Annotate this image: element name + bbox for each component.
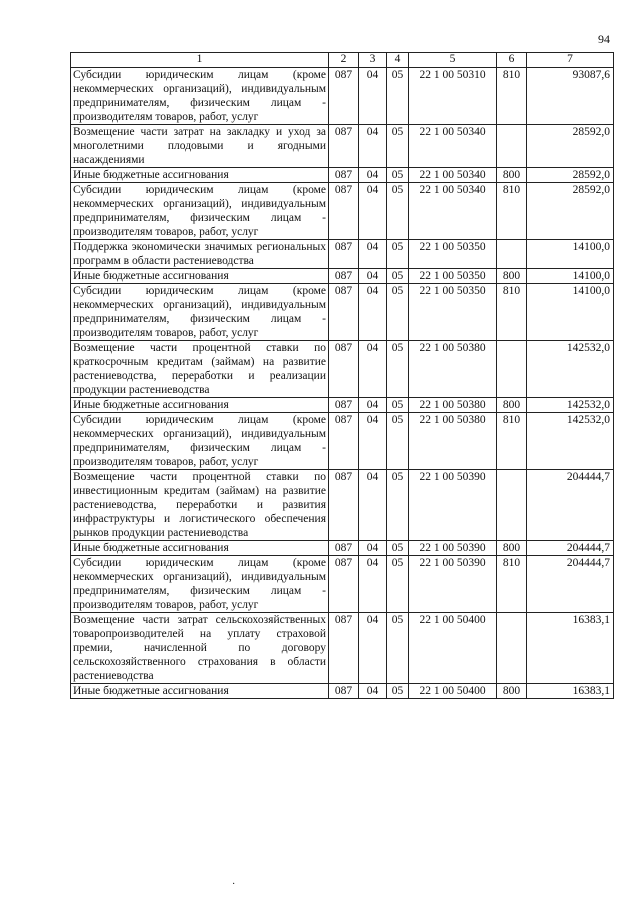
expense-type-code-cell: 810 [497, 413, 527, 470]
table-row [71, 470, 614, 541]
table-row [71, 183, 614, 240]
item-name-cell: Иные бюджетные ассигнования [71, 684, 329, 699]
subsection-code-cell: 05 [387, 470, 409, 541]
section-code-cell: 04 [359, 240, 387, 269]
header-cell-2: 2 [329, 53, 359, 68]
amount-cell: 204444,7 [527, 541, 614, 556]
admin-code-cell: 087 [329, 556, 359, 613]
section-code-cell: 04 [359, 470, 387, 541]
expense-type-code-cell: 810 [497, 183, 527, 240]
amount-cell: 142532,0 [527, 413, 614, 470]
section-code-cell: 04 [359, 684, 387, 699]
table-row [71, 168, 614, 183]
table-row [71, 125, 614, 168]
subsection-code-cell: 05 [387, 541, 409, 556]
expense-type-code-cell [497, 125, 527, 168]
table-row [71, 556, 614, 613]
amount-cell: 142532,0 [527, 341, 614, 398]
admin-code-cell: 087 [329, 240, 359, 269]
header-cell-5: 5 [409, 53, 497, 68]
item-name-cell: Субсидии юридическим лицам (кроме некоммерческих организаций), индивидуальным предпринимателям, физическим лицам - производителям товаров, работ, услуг [71, 68, 329, 125]
subsection-code-cell: 05 [387, 168, 409, 183]
target-article-code-cell: 22 1 00 50340 [409, 183, 497, 240]
amount-cell: 204444,7 [527, 470, 614, 541]
stray-mark: · [232, 879, 236, 890]
item-name-cell: Субсидии юридическим лицам (кроме некоммерческих организаций), индивидуальным предпринимателям, физическим лицам - производителям товаров, работ, услуг [71, 413, 329, 470]
expense-type-code-cell [497, 341, 527, 398]
section-code-cell: 04 [359, 68, 387, 125]
item-name-cell: Возмещение части затрат на закладку и уход за многолетними плодовыми и ягодными насаждениями [71, 125, 329, 168]
target-article-code-cell: 22 1 00 50380 [409, 413, 497, 470]
admin-code-cell: 087 [329, 541, 359, 556]
target-article-code-cell: 22 1 00 50350 [409, 284, 497, 341]
amount-cell: 14100,0 [527, 284, 614, 341]
admin-code-cell: 087 [329, 398, 359, 413]
section-code-cell: 04 [359, 125, 387, 168]
amount-cell: 28592,0 [527, 183, 614, 240]
section-code-cell: 04 [359, 541, 387, 556]
table-row [71, 269, 614, 284]
admin-code-cell: 087 [329, 613, 359, 684]
admin-code-cell: 087 [329, 68, 359, 125]
admin-code-cell: 087 [329, 470, 359, 541]
admin-code-cell: 087 [329, 284, 359, 341]
admin-code-cell: 087 [329, 413, 359, 470]
amount-cell: 16383,1 [527, 684, 614, 699]
target-article-code-cell: 22 1 00 50350 [409, 240, 497, 269]
amount-cell: 28592,0 [527, 168, 614, 183]
subsection-code-cell: 05 [387, 413, 409, 470]
target-article-code-cell: 22 1 00 50380 [409, 398, 497, 413]
subsection-code-cell: 05 [387, 284, 409, 341]
amount-cell: 14100,0 [527, 240, 614, 269]
admin-code-cell: 087 [329, 269, 359, 284]
table-row [71, 398, 614, 413]
target-article-code-cell: 22 1 00 50340 [409, 125, 497, 168]
expense-type-code-cell [497, 240, 527, 269]
subsection-code-cell: 05 [387, 183, 409, 240]
target-article-code-cell: 22 1 00 50340 [409, 168, 497, 183]
expense-type-code-cell: 800 [497, 541, 527, 556]
section-code-cell: 04 [359, 613, 387, 684]
table-row [71, 613, 614, 684]
target-article-code-cell: 22 1 00 50390 [409, 541, 497, 556]
subsection-code-cell: 05 [387, 398, 409, 413]
admin-code-cell: 087 [329, 341, 359, 398]
header-row [71, 53, 614, 68]
header-cell-1: 1 [71, 53, 329, 68]
subsection-code-cell: 05 [387, 556, 409, 613]
item-name-cell: Субсидии юридическим лицам (кроме некоммерческих организаций), индивидуальным предпринимателям, физическим лицам - производителям товаров, работ, услуг [71, 284, 329, 341]
table-row [71, 240, 614, 269]
table-row [71, 341, 614, 398]
header-cell-4: 4 [387, 53, 409, 68]
target-article-code-cell: 22 1 00 50390 [409, 556, 497, 613]
expense-type-code-cell: 810 [497, 284, 527, 341]
subsection-code-cell: 05 [387, 613, 409, 684]
section-code-cell: 04 [359, 413, 387, 470]
amount-cell: 93087,6 [527, 68, 614, 125]
item-name-cell: Иные бюджетные ассигнования [71, 168, 329, 183]
section-code-cell: 04 [359, 341, 387, 398]
item-name-cell: Субсидии юридическим лицам (кроме некоммерческих организаций), индивидуальным предпринимателям, физическим лицам - производителям товаров, работ, услуг [71, 556, 329, 613]
subsection-code-cell: 05 [387, 269, 409, 284]
table-row [71, 284, 614, 341]
item-name-cell: Возмещение части процентной ставки по инвестиционным кредитам (займам) на развитие растениеводства, переработки и развития инфраструктуры и логистического обеспечения рынков продукции растениеводства [71, 470, 329, 541]
budget-table [70, 52, 614, 699]
admin-code-cell: 087 [329, 168, 359, 183]
admin-code-cell: 087 [329, 125, 359, 168]
target-article-code-cell: 22 1 00 50390 [409, 470, 497, 541]
section-code-cell: 04 [359, 269, 387, 284]
expense-type-code-cell: 800 [497, 398, 527, 413]
section-code-cell: 04 [359, 183, 387, 240]
subsection-code-cell: 05 [387, 68, 409, 125]
amount-cell: 142532,0 [527, 398, 614, 413]
amount-cell: 14100,0 [527, 269, 614, 284]
section-code-cell: 04 [359, 284, 387, 341]
item-name-cell: Иные бюджетные ассигнования [71, 269, 329, 284]
header-cell-7: 7 [527, 53, 614, 68]
admin-code-cell: 087 [329, 183, 359, 240]
section-code-cell: 04 [359, 556, 387, 613]
target-article-code-cell: 22 1 00 50350 [409, 269, 497, 284]
item-name-cell: Субсидии юридическим лицам (кроме некоммерческих организаций), индивидуальным предпринимателям, физическим лицам - производителям товаров, работ, услуг [71, 183, 329, 240]
amount-cell: 28592,0 [527, 125, 614, 168]
expense-type-code-cell: 800 [497, 269, 527, 284]
item-name-cell: Возмещение части затрат сельскохозяйственных товаропроизводителей на уплату страховой премии, начисленной по договору сельскохозяйственного страхования в области растениеводства [71, 613, 329, 684]
expense-type-code-cell [497, 613, 527, 684]
subsection-code-cell: 05 [387, 125, 409, 168]
amount-cell: 204444,7 [527, 556, 614, 613]
expense-type-code-cell [497, 470, 527, 541]
item-name-cell: Поддержка экономически значимых региональных программ в области растениеводства [71, 240, 329, 269]
header-cell-6: 6 [497, 53, 527, 68]
page-number: 94 [598, 32, 610, 46]
table-row [71, 68, 614, 125]
target-article-code-cell: 22 1 00 50400 [409, 613, 497, 684]
item-name-cell: Возмещение части процентной ставки по краткосрочным кредитам (займам) на развитие растениеводства, переработки и реализации продукции растениеводства [71, 341, 329, 398]
header-cell-3: 3 [359, 53, 387, 68]
subsection-code-cell: 05 [387, 240, 409, 269]
amount-cell: 16383,1 [527, 613, 614, 684]
expense-type-code-cell: 800 [497, 684, 527, 699]
table-row [71, 541, 614, 556]
subsection-code-cell: 05 [387, 341, 409, 398]
subsection-code-cell: 05 [387, 684, 409, 699]
expense-type-code-cell: 800 [497, 168, 527, 183]
target-article-code-cell: 22 1 00 50380 [409, 341, 497, 398]
item-name-cell: Иные бюджетные ассигнования [71, 541, 329, 556]
target-article-code-cell: 22 1 00 50310 [409, 68, 497, 125]
expense-type-code-cell: 810 [497, 68, 527, 125]
table-row [71, 413, 614, 470]
admin-code-cell: 087 [329, 684, 359, 699]
table-body [71, 68, 614, 699]
expense-type-code-cell: 810 [497, 556, 527, 613]
section-code-cell: 04 [359, 398, 387, 413]
item-name-cell: Иные бюджетные ассигнования [71, 398, 329, 413]
section-code-cell: 04 [359, 168, 387, 183]
target-article-code-cell: 22 1 00 50400 [409, 684, 497, 699]
table-row [71, 684, 614, 699]
